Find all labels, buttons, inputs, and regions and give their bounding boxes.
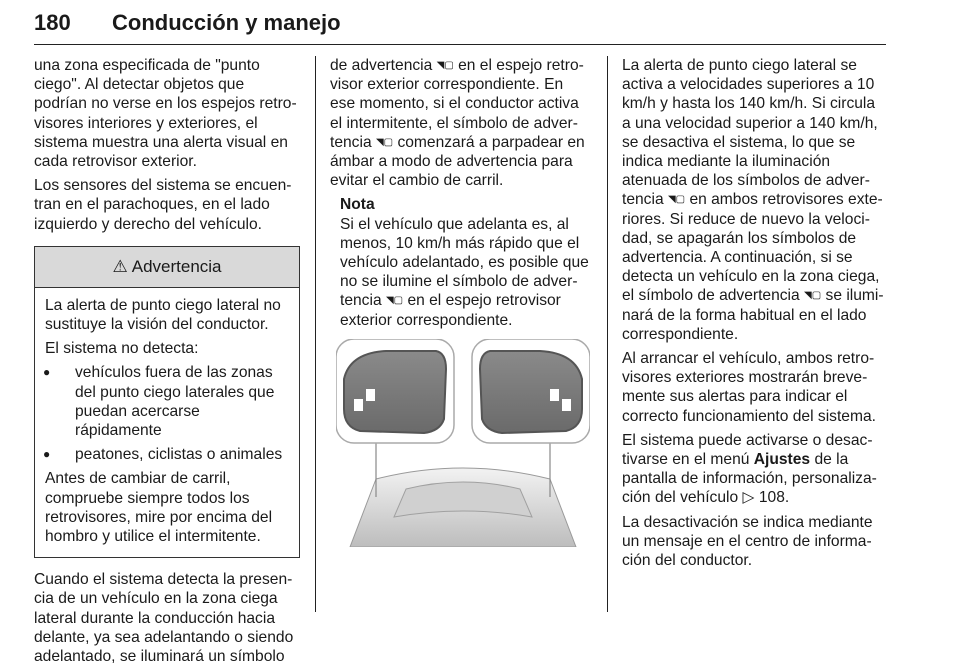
blind-spot-mirror-icon: ◥▢ (436, 60, 454, 71)
blind-spot-mirror-icon: ◥▢ (385, 295, 404, 307)
column-divider (315, 56, 316, 612)
warning-title: Advertencia (131, 257, 222, 277)
warning-bullet: ● peatones, ciclistas o animales (45, 445, 289, 464)
warning-text: El sistema no detecta: (45, 340, 199, 358)
paragraph: La desactivación se indica mediante un mensaje en el centro de información del conductor. (622, 513, 873, 570)
note-title: Nota (340, 196, 375, 214)
page-reference-arrow-icon: ▷ (742, 489, 755, 507)
paragraph: de advertencia ◥▢ en el espejo retrovisor exterior correspondiente. En ese momento, si el conductor activa el intermitente, el símbolo de advertencia ◥▢ comenzará a parpadear en ámbar a modo de advertencia para evitar el cambio de carril. (330, 57, 585, 190)
warning-box (34, 246, 300, 558)
note-block: Nota Si el vehículo que adelanta es, al menos, 10 km/h más rápido que el vehículo adelantado, es posible que no se ilumine el símbolo de advertencia ◥▢ en el espejo retrovisor exterior correspondiente. (330, 195, 592, 329)
blind-spot-mirror-icon: ◥▢ (667, 194, 686, 206)
warning-text: Antes de cambiar de carril, compruebe siempre todos los retrovisores, mire por encima del hombro y utilice el intermitente. (45, 470, 273, 546)
paragraph: Cuando el sistema detecta la presencia de un vehículo en la zona ciega lateral durante la conducción hacia delante, ya sea adelantando o siendo adelantado, se iluminará un símbolo (34, 571, 294, 666)
paragraph: Los sensores del sistema se encuentran en el parachoques, en el lado izquierdo y derecho del vehículo. (34, 177, 292, 233)
warning-triangle-icon: ⚠ (112, 257, 128, 277)
page-number: 180 (34, 10, 71, 35)
paragraph: La alerta de punto ciego lateral se activa a velocidades superiores a 10 km/h y hasta los 140 km/h. Si circula a una velocidad superior a 140 km/h, se desactiva el sistema, lo que se indica mediante la iluminación atenuada de los símbolos de advertencia ◥▢ en ambos retrovisores exteriores. Si reduce de nuevo la velocidad, se apagarán los símbolos de advertencia. A continuación, si se detecta un vehículo en la zona ciega, el símbolo de advertencia ◥▢ se iluminará de la forma habitual en el lado correspondiente. (622, 57, 884, 343)
blind-spot-mirror-icon: ◥▢ (804, 290, 822, 302)
page-reference: 108. (758, 489, 790, 507)
page-header (34, 4, 886, 45)
warning-header (35, 247, 299, 288)
column-divider (607, 56, 608, 612)
column-1 (34, 56, 300, 671)
blind-spot-symbol (366, 389, 375, 401)
warning-text: La alerta de punto ciego lateral no sustituye la visión del conductor. (45, 296, 281, 334)
warning-body (35, 288, 299, 557)
paragraph: Al arrancar el vehículo, ambos retrovisores exteriores mostrarán brevemente sus alertas para indicar el correcto funcionamiento del sistema. (622, 350, 876, 425)
warning-bullet: ● vehículos fuera de las zonas del punto ciego laterales que puedan acercarse rápidamente (45, 363, 289, 440)
menu-name: Ajustes (753, 451, 811, 469)
chapter-title: Conducción y manejo (112, 10, 341, 35)
paragraph: una zona especificada de "punto ciego". Al detectar objetos que podrían no verse en los espejos retrovisores interiores y exteriores, el sistema muestra una alerta visual en cada retrovisor exterior. (34, 57, 297, 171)
paragraph: El sistema puede activarse o desactivarse en el menú Ajustes de la pantalla de información, personalización del vehículo ▷ 108. (622, 431, 877, 507)
mirror-illustration (336, 339, 590, 547)
column-3 (622, 56, 888, 575)
blind-spot-mirror-icon: ◥▢ (375, 136, 394, 148)
column-2 (330, 56, 592, 330)
